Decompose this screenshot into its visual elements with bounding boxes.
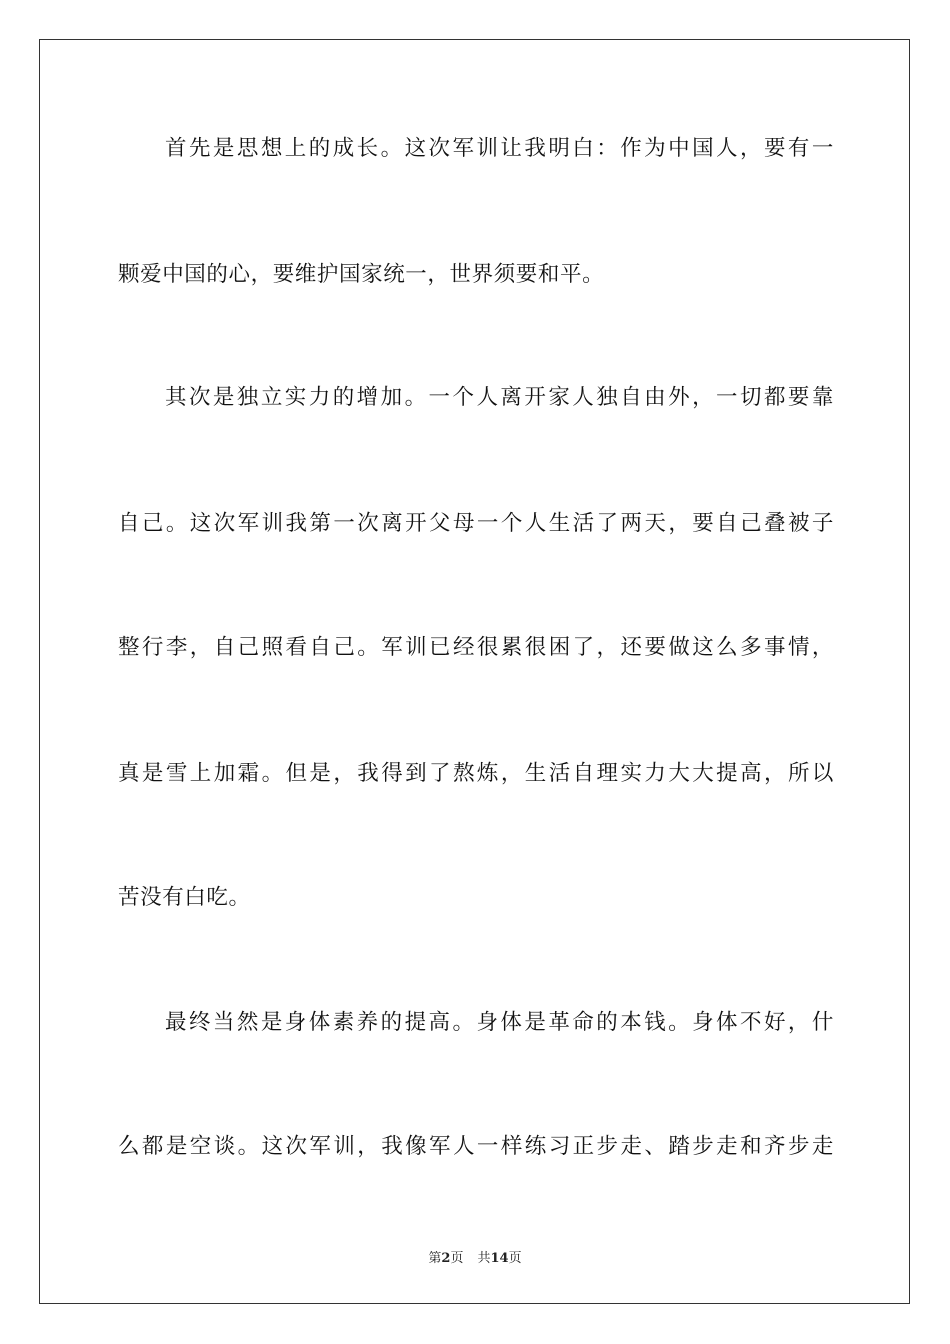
footer-page-prefix: 第 [428,1251,442,1266]
text-line-3: 其次是独立实力的增加。一个人离开家人独自由外，一切都要靠 [165,385,834,410]
text-line-7: 苦没有白吃。 [118,885,251,910]
text-line-6: 真是雪上加霜。但是，我得到了熬炼，生活自理实力大大提高，所以 [118,761,834,786]
text-line-9: 么都是空谈。这次军训，我像军人一样练习正步走、踏步走和齐步走 [118,1134,834,1159]
footer-total-suffix: 页 [508,1251,522,1266]
footer-page-total: 14 [490,1251,509,1266]
page-footer [0,1247,950,1266]
text-line-2: 颗爱中国的心，要维护国家统一，世界须要和平。 [118,262,605,287]
text-line-1: 首先是思想上的成长。这次军训让我明白：作为中国人，要有一 [165,136,834,161]
text-line-5: 整行李，自己照看自己。军训已经很累很困了，还要做这么多事情， [118,635,834,660]
footer-page-suffix: 页 [450,1251,464,1266]
text-line-4: 自己。这次军训我第一次离开父母一个人生活了两天，要自己叠被子 [118,511,834,536]
page-border [39,39,910,1304]
footer-total-prefix: 共 [477,1251,491,1266]
footer-page-current: 2 [441,1251,451,1266]
text-line-8: 最终当然是身体素养的提高。身体是革命的本钱。身体不好，什 [165,1010,834,1035]
